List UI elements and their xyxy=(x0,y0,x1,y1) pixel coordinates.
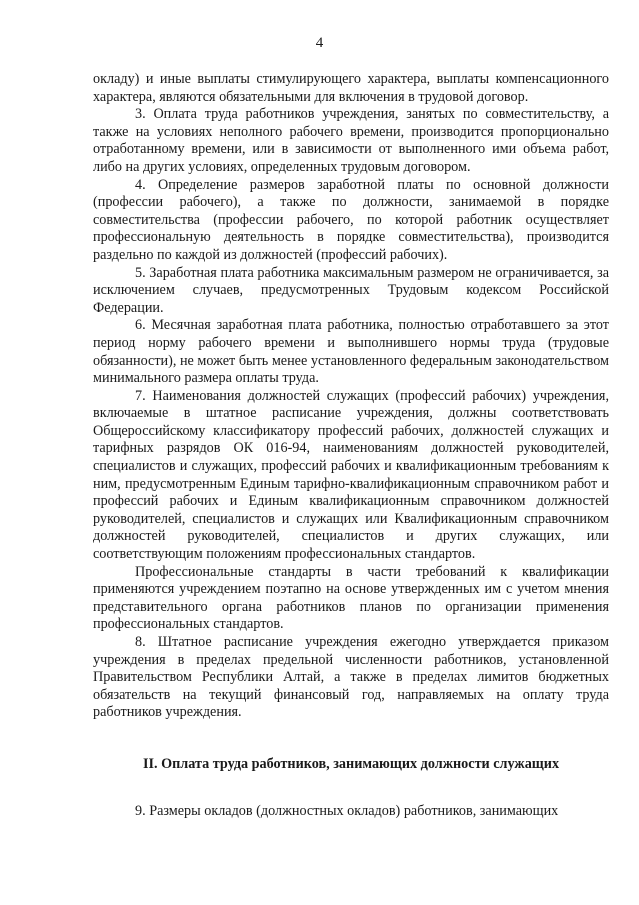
paragraph-professional-standards: Профессиональные стандарты в части требований к квалификации применяются учреждением поэтапно на основе утвержденных им с учетом мнения представительного органа работников планов по организации применения профессиональных стандартов. xyxy=(93,563,609,633)
paragraph-5: 5. Заработная плата работника максимальным размером не ограничивается, за исключением случаев, предусмотренных Трудовым кодексом Российской Федерации. xyxy=(93,264,609,316)
paragraph-continuation: окладу) и иные выплаты стимулирующего характера, выплаты компенсационного характера, являются обязательными для включения в трудовой договор. xyxy=(93,71,609,105)
paragraph-9: 9. Размеры окладов (должностных окладов) работников, занимающих xyxy=(135,802,559,819)
page-number: 4 xyxy=(315,35,324,51)
document-body xyxy=(93,71,609,821)
section-heading: II. Оплата труда работников, занимающих должности служащих xyxy=(142,755,560,772)
paragraph-3: 3. Оплата труда работников учреждения, занятых по совместительству, а также на условиях неполного рабочего времени, производится пропорционально отработанному времени, или в зависимости от выполненного ими объема работ, либо на других условиях, определенных трудовым договором. xyxy=(93,106,609,175)
paragraph-8: 8. Штатное расписание учреждения ежегодно утверждается приказом учреждения в пределах предельной численности работников, установленной Правительством Республики Алтай, а также в пределах лимитов бюджетных обязательств на текущий финансовый год, направляемых на оплату труда работников учреждения. xyxy=(93,634,609,721)
paragraph-6: 6. Месячная заработная плата работника, полностью отработавшего за этот период норму рабочего времени и выполнившего нормы труда (трудовые обязанности), не может быть менее установленного федеральным законодательством минимального размера оплаты труда. xyxy=(93,317,609,387)
paragraph-4: 4. Определение размеров заработной платы по основной должности (профессии рабочего), а также по должности, занимаемой в порядке совместительства (профессии рабочего, по которой работник осуществляет профессиональную деятельность в порядке совместительства), производится раздельно по каждой из должностей (профессий рабочих). xyxy=(93,176,609,263)
paragraph-7: 7. Наименования должностей служащих (профессий рабочих) учреждения, включаемые в штатное расписание учреждения, должны соответствовать Общероссийскому классификатору профессий рабочих, должностей служащих и тарифных разрядов ОК 016-94, наименованиям должностей руководителей, специалистов и служащих, профессий рабочих и квалификационным требованиям к ним, предусмотренным Единым тарифно-квалификационным справочником работ и профессий рабочих и Единым квалификационным справочником должностей руководителей, специалистов и служащих или Квалификационным справочником должностей руководителей, специалистов и других служащих, или соответствующим положениям профессиональных стандартов. xyxy=(93,387,609,563)
